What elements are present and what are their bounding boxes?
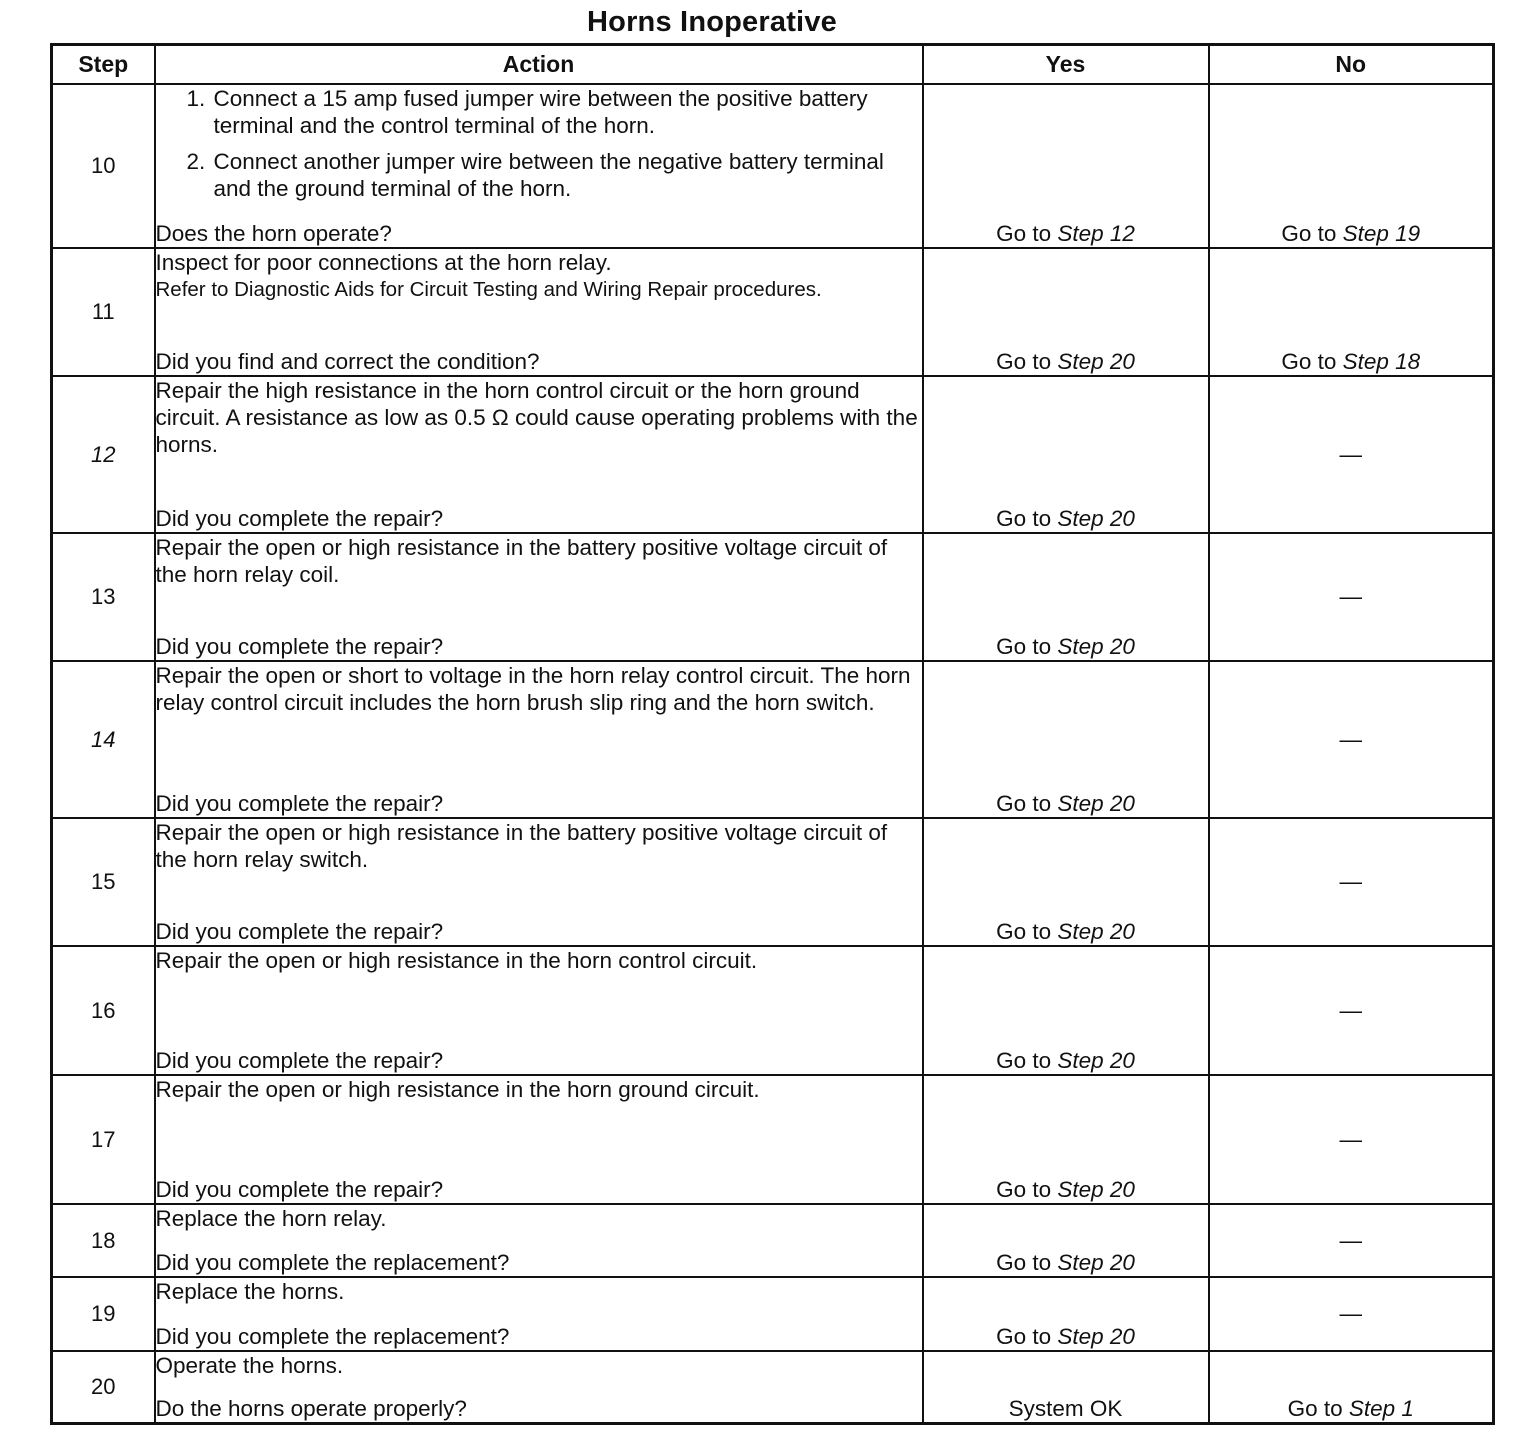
action-text: Repair the open or high resistance in the horn ground circuit. xyxy=(155,1077,760,1103)
no-cell: — xyxy=(1209,533,1494,661)
yes-cell xyxy=(923,946,1209,1075)
no-cell xyxy=(1209,1351,1494,1423)
table-row xyxy=(52,1204,1494,1277)
yes-cell xyxy=(923,1075,1209,1204)
action-question: Did you complete the replacement? xyxy=(155,1324,510,1350)
step-number: 20 xyxy=(52,1351,155,1423)
table-row xyxy=(52,248,1494,376)
action-cell xyxy=(155,1204,923,1277)
yes-step-link[interactable]: Step 20 xyxy=(1057,506,1135,532)
no-cell: — xyxy=(1209,1075,1494,1204)
action-cell xyxy=(155,1351,923,1423)
step-number: 16 xyxy=(52,946,155,1075)
action-text: Replace the horns. xyxy=(155,1279,345,1305)
yes-prefix: Go to xyxy=(996,1324,1052,1350)
yes-cell: System OK xyxy=(923,1351,1209,1423)
table-row xyxy=(52,533,1494,661)
yes-prefix: Go to xyxy=(996,634,1052,660)
page-title: Horns Inoperative xyxy=(587,6,837,38)
yes-step-link[interactable]: Step 20 xyxy=(1057,791,1135,817)
header-step: Step xyxy=(52,45,155,85)
no-cell xyxy=(1209,84,1494,248)
action-text: Repair the open or high resistance in the horn control circuit. xyxy=(155,948,758,974)
yes-cell xyxy=(923,533,1209,661)
no-prefix: Go to xyxy=(1287,1396,1343,1421)
yes-step-link[interactable]: Step 20 xyxy=(1057,1048,1135,1074)
action-question: Did you complete the repair? xyxy=(155,506,444,532)
yes-prefix: Go to xyxy=(996,221,1052,247)
action-text: Operate the horns. xyxy=(155,1353,344,1379)
table-row xyxy=(52,84,1494,248)
diagnostic-table xyxy=(50,43,1495,1425)
yes-prefix: Go to xyxy=(996,919,1052,945)
yes-prefix: Go to xyxy=(996,1048,1052,1074)
yes-cell xyxy=(923,84,1209,248)
table-row xyxy=(52,661,1494,818)
list-item: 2. Connect another jumper wire between the negative battery terminal and the ground terminal of the horn. xyxy=(212,148,922,202)
action-cell xyxy=(155,1277,923,1351)
step-number: 12 xyxy=(52,376,155,533)
yes-step-link[interactable]: Step 20 xyxy=(1057,349,1135,375)
yes-cell xyxy=(923,1277,1209,1351)
yes-step-link[interactable]: Step 20 xyxy=(1057,919,1135,945)
action-cell xyxy=(155,946,923,1075)
action-question: Did you complete the repair? xyxy=(155,791,444,817)
no-cell xyxy=(1209,248,1494,376)
no-prefix: Go to xyxy=(1281,349,1337,375)
table-row xyxy=(52,1277,1494,1351)
yes-cell xyxy=(923,818,1209,946)
header-no: No xyxy=(1209,45,1494,85)
step-number: 18 xyxy=(52,1204,155,1277)
action-list xyxy=(156,85,922,211)
table-row xyxy=(52,818,1494,946)
yes-prefix: Go to xyxy=(996,1250,1052,1276)
action-text: Repair the open or high resistance in the battery positive voltage circuit of the horn relay coil. xyxy=(155,535,888,588)
no-cell: — xyxy=(1209,661,1494,818)
step-number: 11 xyxy=(52,248,155,376)
yes-cell xyxy=(923,376,1209,533)
action-cell xyxy=(155,661,923,818)
no-cell: — xyxy=(1209,946,1494,1075)
yes-prefix: Go to xyxy=(996,506,1052,532)
yes-cell xyxy=(923,248,1209,376)
step-number: 17 xyxy=(52,1075,155,1204)
yes-step-link[interactable]: Step 12 xyxy=(1057,221,1135,247)
no-prefix: Go to xyxy=(1281,221,1337,247)
action-cell xyxy=(155,84,923,248)
no-step-link[interactable]: Step 1 xyxy=(1348,1396,1414,1421)
action-text: Repair the open or short to voltage in the horn relay control circuit. The horn relay control circuit includes the horn brush slip ring and the horn switch. xyxy=(155,663,911,716)
action-text: Repair the high resistance in the horn control circuit or the horn ground circuit. A resistance as low as 0.5 Ω could cause operating problems with the horns. xyxy=(155,378,918,458)
no-cell: — xyxy=(1209,1277,1494,1351)
table-row xyxy=(52,1075,1494,1204)
action-question: Did you complete the repair? xyxy=(155,634,444,660)
header-row xyxy=(52,45,1494,85)
step-number: 13 xyxy=(52,533,155,661)
step-number: 14 xyxy=(52,661,155,818)
action-question: Did you complete the repair? xyxy=(155,1048,444,1074)
header-yes: Yes xyxy=(923,45,1209,85)
action-question: Do the horns operate properly? xyxy=(155,1396,467,1421)
action-question: Did you find and correct the condition? xyxy=(155,349,540,375)
action-cell xyxy=(155,376,923,533)
action-cell xyxy=(155,533,923,661)
action-cell xyxy=(155,818,923,946)
no-cell: — xyxy=(1209,376,1494,533)
action-text: Replace the horn relay. xyxy=(155,1206,387,1232)
yes-prefix: Go to xyxy=(996,349,1052,375)
table-row xyxy=(52,946,1494,1075)
no-cell: — xyxy=(1209,1204,1494,1277)
list-item: 1. Connect a 15 amp fused jumper wire between the positive battery terminal and the control terminal of the horn. xyxy=(212,85,922,139)
action-cell xyxy=(155,248,923,376)
yes-cell xyxy=(923,1204,1209,1277)
step-number: 10 xyxy=(52,84,155,248)
no-cell: — xyxy=(1209,818,1494,946)
yes-prefix: Go to xyxy=(996,1177,1052,1203)
yes-cell xyxy=(923,661,1209,818)
action-question: Did you complete the replacement? xyxy=(155,1250,510,1276)
step-number: 15 xyxy=(52,818,155,946)
yes-step-link[interactable]: Step 20 xyxy=(1057,1177,1135,1203)
no-step-link[interactable]: Step 18 xyxy=(1342,349,1421,375)
step-number: 19 xyxy=(52,1277,155,1351)
action-question: Did you complete the repair? xyxy=(155,919,444,945)
no-step-link[interactable]: Step 19 xyxy=(1342,221,1421,247)
header-action: Action xyxy=(155,45,923,85)
action-question: Does the horn operate? xyxy=(155,221,392,247)
action-text: Inspect for poor connections at the horn relay. xyxy=(155,250,612,276)
yes-step-link[interactable]: Step 20 xyxy=(1057,1324,1135,1350)
action-text: Repair the open or high resistance in the battery positive voltage circuit of the horn relay switch. xyxy=(155,820,888,873)
table-row xyxy=(52,376,1494,533)
yes-step-link[interactable]: Step 20 xyxy=(1057,1250,1135,1276)
action-question: Did you complete the repair? xyxy=(155,1177,444,1203)
yes-prefix: Go to xyxy=(996,791,1052,817)
action-note: Refer to Diagnostic Aids for Circuit Testing and Wiring Repair procedures. xyxy=(155,278,822,302)
yes-step-link[interactable]: Step 20 xyxy=(1057,634,1135,660)
table-row xyxy=(52,1351,1494,1423)
action-cell xyxy=(155,1075,923,1204)
